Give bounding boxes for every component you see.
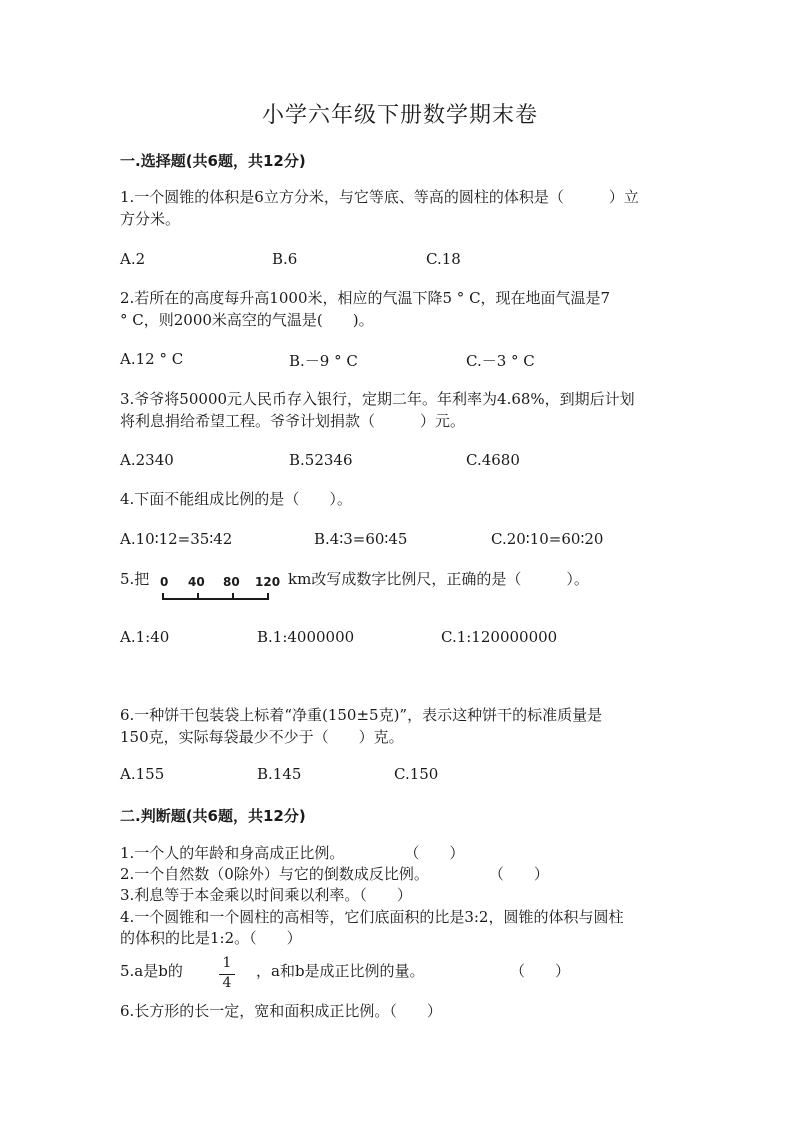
q3-option-c: C.4680 (466, 451, 520, 469)
judge-1: 1.一个人的年龄和身高成正比例。 （ ） (120, 844, 465, 862)
judge-2: 2.一个自然数（0除外）与它的倒数成反比例。 （ ） (120, 865, 549, 883)
judge-3: 3.利息等于本金乘以时间乘以利率。（ ） (120, 886, 412, 904)
q5-prefix: 5.把 (120, 570, 150, 588)
judge-6: 6.长方形的长一定，宽和面积成正比例。（ ） (120, 1002, 442, 1020)
fraction-denominator: 4 (222, 975, 232, 991)
q6-line2: 150克，实际每袋最少不少于（ ）克。 (120, 728, 404, 746)
q3-line1: 3.爷爷将50000元人民币存入银行，定期二年。年利率为4.68%，到期后计划 (120, 390, 635, 408)
q3-line2: 将利息捐给希望工程。爷爷计划捐款（ ）元。 (120, 412, 466, 430)
scale-tick-80: 80 (223, 575, 240, 589)
judge-5-bracket: （ ） (510, 962, 571, 980)
page-title: 小学六年级下册数学期末卷 (261, 103, 538, 128)
line-scale-graphic (160, 576, 282, 606)
q4-line1: 4.下面不能组成比例的是（ ）。 (120, 490, 352, 508)
q5-suffix: km改写成数字比例尺，正确的是（ ）。 (288, 570, 589, 588)
q4-option-c: C.20∶10=60∶20 (491, 530, 604, 548)
q4-option-b: B.4∶3=60∶45 (314, 530, 408, 548)
q1-option-b: B.6 (272, 250, 298, 268)
scale-tick-0: 0 (160, 575, 169, 589)
q1-line2: 方分米。 (120, 210, 181, 228)
scale-tick-40: 40 (188, 575, 205, 589)
q1-option-a: A.2 (120, 250, 146, 268)
q4-option-a: A.10∶12=35∶42 (120, 530, 233, 548)
scale-tick-120: 120 (255, 575, 281, 589)
section-1-heading: 一.选择题(共6题，共12分) (120, 152, 306, 170)
q6-line1: 6.一种饼干包装袋上标着“净重(150±5克)”，表示这种饼干的标准质量是 (120, 706, 603, 724)
q2-line2: ° C，则2000米高空的气温是( )。 (120, 311, 374, 329)
judge-4-line1: 4.一个圆锥和一个圆柱的高相等，它们底面积的比是3:2，圆锥的体积与圆柱 (120, 908, 624, 926)
q5-option-b: B.1:4000000 (257, 628, 355, 646)
q1-option-c: C.18 (426, 250, 461, 268)
q6-option-a: A.155 (120, 765, 165, 783)
q1-line1: 1.一个圆锥的体积是6立方分米，与它等底、等高的圆柱的体积是（ ）立 (120, 188, 639, 206)
q2-line1: 2.若所在的高度每升高1000米，相应的气温下降5 ° C，现在地面气温是7 (120, 289, 611, 307)
q2-option-b: B.－9 ° C (289, 352, 358, 370)
q6-option-b: B.145 (257, 765, 302, 783)
q3-option-b: B.52346 (289, 451, 353, 469)
q5-option-c: C.1:120000000 (441, 628, 558, 646)
q6-option-c: C.150 (394, 765, 439, 783)
q3-option-a: A.2340 (120, 451, 174, 469)
judge-5-prefix: 5.a是b的 (120, 962, 183, 980)
q5-option-a: A.1:40 (120, 628, 170, 646)
q2-option-c: C.－3 ° C (466, 352, 535, 370)
judge-4-line2: 的体积的比是1:2。（ ） (120, 929, 302, 947)
section-2-heading: 二.判断题(共6题，共12分) (120, 807, 306, 825)
q2-option-a: A.12 ° C (120, 350, 184, 368)
judge-5-suffix: ，a和b是成正比例的量。 (256, 962, 425, 980)
fraction-numerator: 1 (222, 955, 232, 971)
